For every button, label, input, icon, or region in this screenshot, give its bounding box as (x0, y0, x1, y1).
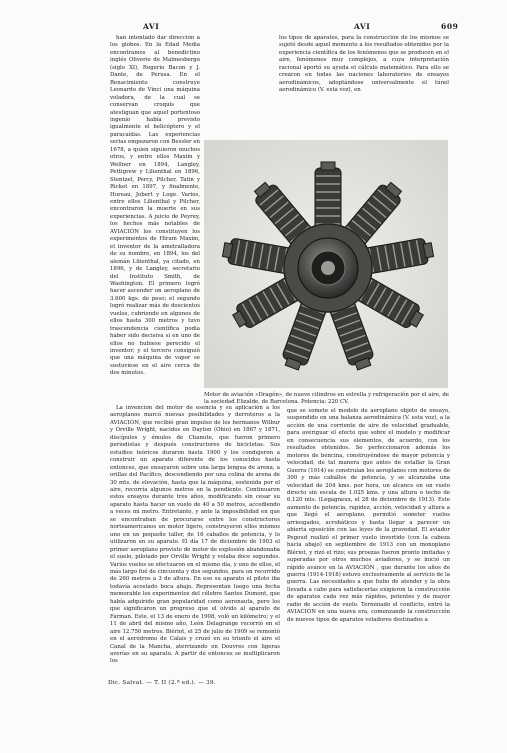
lower-right-column-text (287, 408, 450, 678)
lower-left-column-text (110, 405, 280, 677)
paragraph-new-era: en una nueva era, comenzando la construcción de nuevos tipos de aparatos voladores destinados a (287, 609, 450, 623)
left-column-rest: los constituyen los experimentos de Hiram Maxim, el inventor de la ametralladora de su nombre, en 1894, los del alemán Lilienthal, ya citado, en 1896, y de Langley, secretario del Instituto Smith, de Washington. El primero logró hacer ascender un aeroplano de 3.600 kgs. de peso; el segundo logró realizar más de doscientos vuelos, cubriendo en algunos de ellos hasta 300 metros y tuvo trascendencia científica podía haber sido decisiva si en uno de ellos no hubiese perecido el inventor; y el tercero consiguió que una máquina de vapor se sostuviese en el aire cerca de dos minutos. (110, 228, 200, 377)
engine-photograph (204, 140, 448, 388)
running-head-left: AVI (143, 22, 160, 31)
radial-engine-illustration (204, 140, 448, 388)
right-top-column-text (279, 35, 449, 139)
aviacion-term-3: AVIACIÓN (287, 609, 316, 616)
page-number: 609 (441, 22, 459, 31)
left-column-text (110, 35, 200, 397)
page-footer: Dic. Salvat. — T. II (2.ª ed.). — 39. (108, 680, 216, 686)
aviacion-term-2: AVIACIÓN (345, 564, 375, 571)
running-head-right: AVI (354, 22, 371, 31)
aviacion-term: AVIACIÓN (110, 228, 139, 235)
paragraph-war-years: , que durante los años de guerra (1914-1918) estuvo exclusivamente al servicio de la guerra. Las necesidades a que hubo de atender y la obra llevada a cabo para satisfacerlas exigieron la construcción de aparatos cada vez más rápidos, potentes y de mayor radio de acción de vuelo. Terminado el conflicto, entró la (287, 564, 450, 608)
left-column-top: han intentado dar dirección a los globos. En la Edad Media encontramos al benedictino inglés Oliverio de Malmesbergo (siglo XI), Rogerio Bacon y J. Dante, de Perusa. En el Renacimiento construye Leonardo de Vinci una máquina voladora, de la cual se conservan croquis que atestiguan que aquel portentoso ingenio había previsto igualmente el helicóptero y el paracaídas. Las experiencias serias empezaron con Bessler en 1678, a quien siguieron muchos otros, y entre ellos Maxim y Wellner en 1894, Langley, Pettigrew y Lilienthal en 1896, Stentzel, Percy, Pilcher, Tatin y Ricket en 1897, y finalmente, Hureau, Jobert y Loge. Varios, entre ellos Lilienthal y Pilcher, encontraron la muerte en sus experiencias. A juicio de Peyrey, los hechos más notables de (110, 35, 200, 228)
figure-caption: Motor de aviación «Dragón», de nueve cilindros en estrella y refrigeración por el aire, de la sociedad Elizalde, de Barcelona. Potencia: 220 CV. (204, 392, 449, 406)
paragraph-wright-brothers: La invención del motor de esencia y su aplicación a los aeroplanos marcó nuevas posibilidades y derroteros a la AVIACIÓN, que recibió gran impulso de los hermanos Wilbur y Orville Wright, nacidos en Dayton (Ohio) en 1867 y 1871, discípulos y émulos de Chanute, que fueron primero periodistas y después constructores de bicicletas. Sus estudios teóricos duraron hasta 1900 y los condujeron a construir un aparato diferente de los conocidos hasta entonces, que ensayaron sobre una larga lengua de arena, a orillas del Pacífico, descendiendo por una colina de arena de 30 mts. de elevación, hasta que la máquina, sostenida por el aire, recorría algunos metros en la pendiente. Continuaron estos ensayos durante tres años, modificando sin cesar su aparato hasta hacer un vuelo de 40 a 50 metros, accediendo a veces mi metro. Entretanto, y ante la imposibilidad en que se encontraban de procurarse entre los constructores norteamericanos un motor ligero, construyeron ellos mismos uno en un pequeño taller, de 16 caballos de potencia, y lo utilizaron en su aparato. El día 17 de diciembre de 1903 el primer aeroplano provisto de motor de explosión abandonaba el suelo, pilotado por Orville Wright y volaba doce segundos. Varios vuelos se efectuaron en el mismo día, y uno de ellos, el más largo fué de cincuenta y dos segundos, para un recorrido de 260 metros a 3 de altura. En ese su aparato el piloto iba todavía acostado boca abajo. Representan luego una fecha memorable los experimentos del célebre Santos Dumont, que había adquirido gran popularidad como aeronauta, pero los que significaron un progreso que el olvido al aparato de Farman. Este, el 13 de enero de 1908, voló un kilómetro; y el 11 de abril del mismo año, León Delagrange recorrió en el aire 12.750 metros. Blériot, el 25 de julio de 1909 se remontó en el aeródromo de Calais y cruzó en su triunfo el aire el Canal de la Mancha, aterrizando en Douvres con ligeras averías en su aparato. A partir de entonces se multiplicaron los (110, 405, 280, 665)
paragraph-wind-tunnel: que se somete el modelo de aeroplano objeto de ensayo, suspendido en una balanza aerodinámica (V. esta voz), a la acción de una corriente de aire de velocidad graduable, para averiguar el efecto que sobre el modelo y modificar en consecuencia sus elementos, de acuerdo, con los resultados obtenidos. Se perfeccionaron además los motores de bencina, construyéndose de mayor potencia y velocidad, de tal manera que antes de estallar la Gran Guerra (1914) se construían los aeroplanos con motores de 300 y más caballos de potencia, y se alcanzaba una velocidad de 204 kms. por hora, un alcance en un vuelo directo sin escala de 1.025 kms. y una altura o techo de 6.120 mts. (Legagneux, el 28 de diciembre de 1913). Este aumento de potencia, rapidez, acción, velocidad y altura a que llegó el aeroplano, permitió someter vuelos arriesgados, acrobáticos y hasta llegar a parecer un abierta oposición con las leyes de la gravedad. El aviador Pegoud realizó el primer vuelo invertido (con la cabeza hacia abajo) en septiembre de 1913 con un monoplano Blériot, y rizó el rizo; sus proezas fueron pronto imitadas y superadas por otros muchos aviadores, y se inició un rápido avance en la (287, 408, 450, 571)
right-top-paragraph: los tipos de aparatos, para la construcción de los mismos se sujetó desde aquel momento a los resultados obtenidos por la experiencia científica de los fenómenos que se producen en el aire, fenómenos muy complejos, a cuya interpretación racional aportó su ayuda el cálculo matemático. Para ello se crearon en todas las naciones laboratorios de ensayos aerodinámicos, adoptándose universalmente el túnel aerodinámico (V. esta voz), en (279, 35, 449, 94)
